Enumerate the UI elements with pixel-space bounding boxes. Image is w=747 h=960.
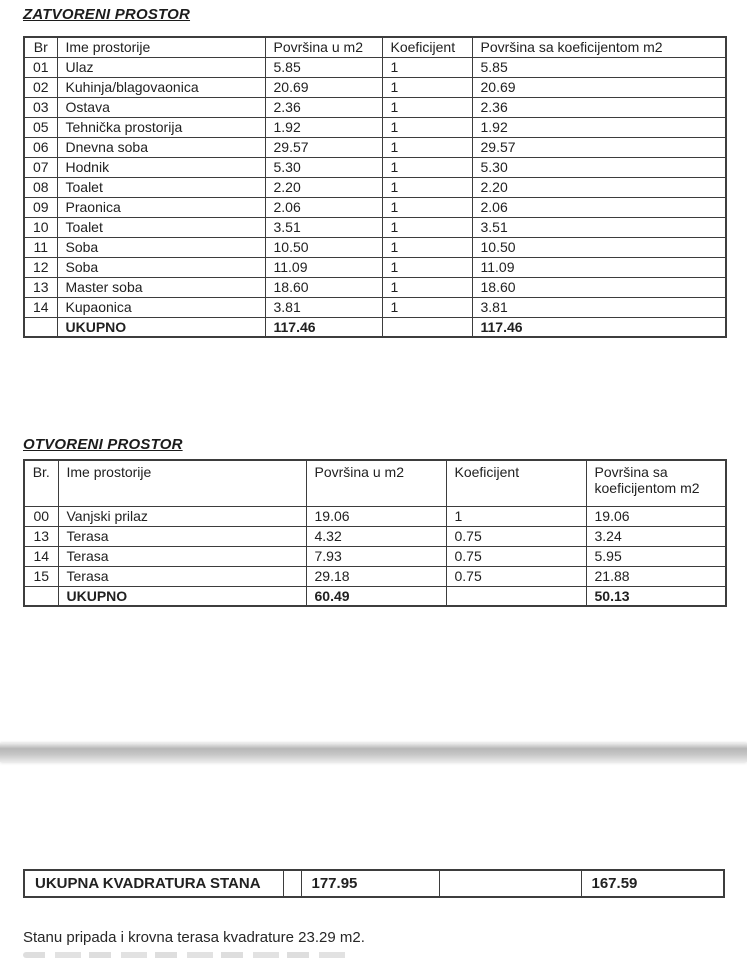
table-cell: 20.69 xyxy=(265,77,382,97)
column-header: Ime prostorije xyxy=(58,460,306,506)
column-header: Površina sa koeficijentom m2 xyxy=(472,37,726,57)
open-space-area-table xyxy=(23,459,727,607)
table-cell: 10.50 xyxy=(472,237,726,257)
column-header: Površina sa koeficijentom m2 xyxy=(586,460,726,506)
table-row xyxy=(24,137,726,157)
table-cell: 5.30 xyxy=(472,157,726,177)
table-cell: 1 xyxy=(382,217,472,237)
table-cell: 1 xyxy=(382,117,472,137)
table-cell: Vanjski prilaz xyxy=(58,506,306,526)
table-cell: 2.20 xyxy=(265,177,382,197)
table-cell: 0.75 xyxy=(446,526,586,546)
table-cell: Toalet xyxy=(57,177,265,197)
table-cell: 10.50 xyxy=(265,237,382,257)
table-row xyxy=(24,197,726,217)
table-cell: 2.20 xyxy=(472,177,726,197)
table-cell: 1 xyxy=(382,177,472,197)
table-cell: Kupaonica xyxy=(57,297,265,317)
table-cell: 1 xyxy=(382,277,472,297)
column-header: Površina u m2 xyxy=(265,37,382,57)
table-cell: 1 xyxy=(382,77,472,97)
table-cell: 29.57 xyxy=(472,137,726,157)
table-row xyxy=(24,57,726,77)
table-cell: 1 xyxy=(382,197,472,217)
page-break-divider xyxy=(0,743,747,762)
roof-terrace-footnote: Stanu pripada i krovna terasa kvadrature 23.29 m2. xyxy=(23,929,365,946)
closed-space-section-title: ZATVORENI PROSTOR xyxy=(23,6,191,23)
table-cell: 3.81 xyxy=(265,297,382,317)
closed-table-header xyxy=(24,37,726,57)
table-cell: 06 xyxy=(24,137,57,157)
table-cell: 5.95 xyxy=(586,546,726,566)
table-cell: 3.81 xyxy=(472,297,726,317)
table-cell: Toalet xyxy=(57,217,265,237)
table-row xyxy=(24,77,726,97)
table-cell: Dnevna soba xyxy=(57,137,265,157)
table-cell: Terasa xyxy=(58,546,306,566)
table-cell: 03 xyxy=(24,97,57,117)
table-row xyxy=(24,257,726,277)
table-cell: 29.57 xyxy=(265,137,382,157)
table-cell: 1 xyxy=(382,137,472,157)
total-area-label: UKUPNA KVADRATURA STANA xyxy=(24,870,283,897)
table-cell xyxy=(382,317,472,337)
table-cell: 02 xyxy=(24,77,57,97)
table-cell: Soba xyxy=(57,257,265,277)
table-cell: Terasa xyxy=(58,526,306,546)
table-cell: 11 xyxy=(24,237,57,257)
table-cell: 1 xyxy=(382,297,472,317)
table-cell: 19.06 xyxy=(586,506,726,526)
table-cell: 5.85 xyxy=(472,57,726,77)
table-cell: 3.24 xyxy=(586,526,726,546)
table-cell: 11.09 xyxy=(472,257,726,277)
table-cell: 00 xyxy=(24,506,58,526)
column-header: Koeficijent xyxy=(446,460,586,506)
table-row xyxy=(24,237,726,257)
table-cell: 1 xyxy=(446,506,586,526)
table-cell: 1 xyxy=(382,157,472,177)
table-row xyxy=(24,177,726,197)
table-cell: 0.75 xyxy=(446,566,586,586)
total-area-with-coefficient-value: 167.59 xyxy=(581,870,724,897)
table-cell: 117.46 xyxy=(265,317,382,337)
table-cell: UKUPNO xyxy=(57,317,265,337)
table-row xyxy=(24,97,726,117)
table-cell: 1 xyxy=(382,237,472,257)
total-area-row xyxy=(24,870,724,897)
table-cell: 60.49 xyxy=(306,586,446,606)
table-cell: 09 xyxy=(24,197,57,217)
table-cell: 13 xyxy=(24,277,57,297)
table-cell: 1 xyxy=(382,57,472,77)
table-cell: 2.06 xyxy=(472,197,726,217)
table-cell: Terasa xyxy=(58,566,306,586)
table-cell: 2.36 xyxy=(472,97,726,117)
table-cell: 18.60 xyxy=(472,277,726,297)
table-cell: 0.75 xyxy=(446,546,586,566)
column-header: Ime prostorije xyxy=(57,37,265,57)
table-row xyxy=(24,566,726,586)
column-header: Br. xyxy=(24,460,58,506)
table-cell: 21.88 xyxy=(586,566,726,586)
table-cell: 19.06 xyxy=(306,506,446,526)
table-row xyxy=(24,157,726,177)
header-row xyxy=(24,460,726,506)
total-area-table xyxy=(23,869,725,898)
table-row xyxy=(24,297,726,317)
table-cell: Praonica xyxy=(57,197,265,217)
empty-spacer-cell xyxy=(283,870,301,897)
table-cell: 2.36 xyxy=(265,97,382,117)
closed-table-body xyxy=(24,57,726,337)
table-row xyxy=(24,546,726,566)
table-cell: 5.85 xyxy=(265,57,382,77)
table-cell xyxy=(24,317,57,337)
table-cell: 14 xyxy=(24,546,58,566)
table-row xyxy=(24,506,726,526)
table-cell xyxy=(24,586,58,606)
table-cell: 5.30 xyxy=(265,157,382,177)
table-cell: 1.92 xyxy=(472,117,726,137)
table-cell: 15 xyxy=(24,566,58,586)
total-area-value: 177.95 xyxy=(301,870,439,897)
column-header: Površina u m2 xyxy=(306,460,446,506)
table-cell: Tehnička prostorija xyxy=(57,117,265,137)
table-cell: 1 xyxy=(382,97,472,117)
table-cell xyxy=(446,586,586,606)
table-cell: 7.93 xyxy=(306,546,446,566)
table-cell: 08 xyxy=(24,177,57,197)
table-cell: Soba xyxy=(57,237,265,257)
table-row xyxy=(24,526,726,546)
table-cell: 3.51 xyxy=(472,217,726,237)
table-cell: 1 xyxy=(382,257,472,277)
header-row xyxy=(24,37,726,57)
table-cell: 18.60 xyxy=(265,277,382,297)
empty-cell xyxy=(439,870,581,897)
table-cell: 01 xyxy=(24,57,57,77)
table-cell: Master soba xyxy=(57,277,265,297)
total-row xyxy=(24,317,726,337)
table-cell: 14 xyxy=(24,297,57,317)
table-cell: Ulaz xyxy=(57,57,265,77)
table-cell: 1.92 xyxy=(265,117,382,137)
table-row xyxy=(24,217,726,237)
table-row xyxy=(24,117,726,137)
table-cell: 07 xyxy=(24,157,57,177)
table-cell: 11.09 xyxy=(265,257,382,277)
closed-space-area-table xyxy=(23,36,727,338)
table-cell: Hodnik xyxy=(57,157,265,177)
table-cell: 3.51 xyxy=(265,217,382,237)
table-cell: UKUPNO xyxy=(58,586,306,606)
table-cell: 12 xyxy=(24,257,57,277)
open-space-section-title: OTVORENI PROSTOR xyxy=(23,436,183,453)
table-cell: Kuhinja/blagovaonica xyxy=(57,77,265,97)
table-cell: Ostava xyxy=(57,97,265,117)
table-cell: 10 xyxy=(24,217,57,237)
table-cell: 50.13 xyxy=(586,586,726,606)
table-row xyxy=(24,277,726,297)
column-header: Koeficijent xyxy=(382,37,472,57)
table-cell: 29.18 xyxy=(306,566,446,586)
table-cell: 2.06 xyxy=(265,197,382,217)
table-cell: 13 xyxy=(24,526,58,546)
table-cell: 20.69 xyxy=(472,77,726,97)
clipped-text-line xyxy=(23,952,353,958)
column-header: Br xyxy=(24,37,57,57)
open-table-header xyxy=(24,460,726,506)
open-table-body xyxy=(24,506,726,606)
table-cell: 4.32 xyxy=(306,526,446,546)
table-cell: 05 xyxy=(24,117,57,137)
total-row xyxy=(24,586,726,606)
table-cell: 117.46 xyxy=(472,317,726,337)
